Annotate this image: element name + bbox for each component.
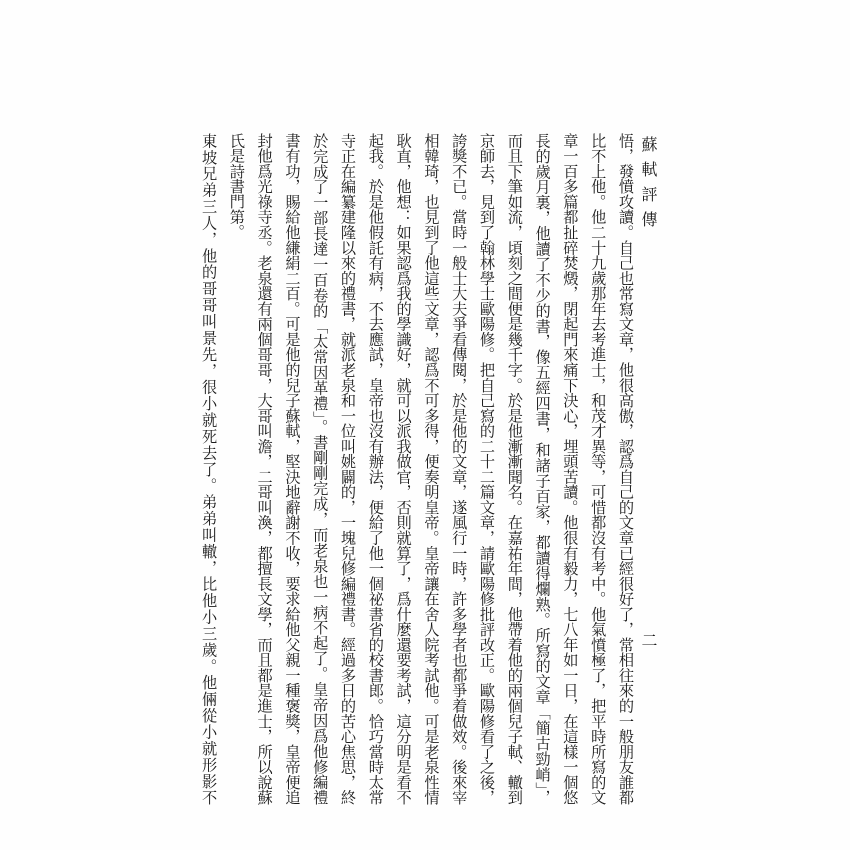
body-text [194,133,639,805]
text-column: 章一百多篇都扯碎焚燬，閉起門來痛下決心，埋頭苦讀。他很有毅力，七八年如一日，在這樣一個悠 [561,133,580,805]
text-column: 而且下筆如流，頃刻之間便是幾千字。於是他漸漸聞名。在嘉祐年間，他帶着他的兩個兒子軾、轍到 [505,133,524,805]
new-paragraph-column: 東坡兄弟三人，他的哥哥叫景先，很小就死去了。弟弟叫轍，比他小三歲。他倆從小就形影不 [200,133,219,805]
text-column: 起我。於是他假託有病，不去應試，皇帝也沒有辦法，便給了他一個祕書省的校書郎。恰巧當時太常 [366,133,385,805]
text-column: 比不上他。他二十九歲那年去考進士，和茂才異等，可惜都沒有考中。他氣憤極了，把平時所寫的文 [589,133,608,805]
text-column: 於完成了一部長達一百卷的「太常因革禮」。書剛剛完成，而老泉也一病不起了。皇帝因爲他修編禮 [311,133,330,805]
text-column: 書有功，賜給他縑絹二百。可是他的兒子蘇軾，堅決地辭謝不收，要求給他父親一種褒獎，皇帝便追 [283,133,302,805]
running-head-title: 蘇軾評傳 [639,136,658,236]
text-column: 封他爲光祿寺丞。老泉還有兩個哥哥，大哥叫澹，二哥叫渙，都擅長文學，而且都是進士，所以說蘇 [255,133,274,805]
text-column: 相韓琦，也見到了他這些文章，認爲不可多得，便奏明皇帝。皇帝讓在舍人院考試他。可是老泉性情 [422,133,441,805]
text-column: 京師去，見到了翰林學士歐陽修。把自己寫的二十二篇文章，請歐陽修批評改正。歐陽修看了之後， [478,133,497,805]
text-column: 誇獎不已。當時一般士大夫爭看傳閱，於是他的文章，遂風行一時，許多學者也都爭着做效。後來宰 [450,133,469,805]
paragraph-end-column: 氏是詩書門第。 [227,133,246,240]
page-number: 二 [639,632,658,648]
text-column: 悟，發憤攻讀。自己也常寫文章，他很高傲，認爲自己的文章已經很好了，常相往來的一般朋友誰都 [617,133,635,805]
text-column: 寺正在編纂建隆以來的禮書，就派老泉和一位叫姚闢的，一塊兒修編禮書。經過多日的苦心焦思，終 [339,133,358,805]
text-column: 長的歲月裏，他讀了不少的書，像五經四書，和諸子百家，都讀得爛熟。所寫的文章「簡古勁峭」， [533,133,552,805]
text-column: 耿直，他想：如果認爲我的學識好，就可以派我做官，否則就算了，爲什麼還要考試，這分明是看不 [394,133,413,805]
